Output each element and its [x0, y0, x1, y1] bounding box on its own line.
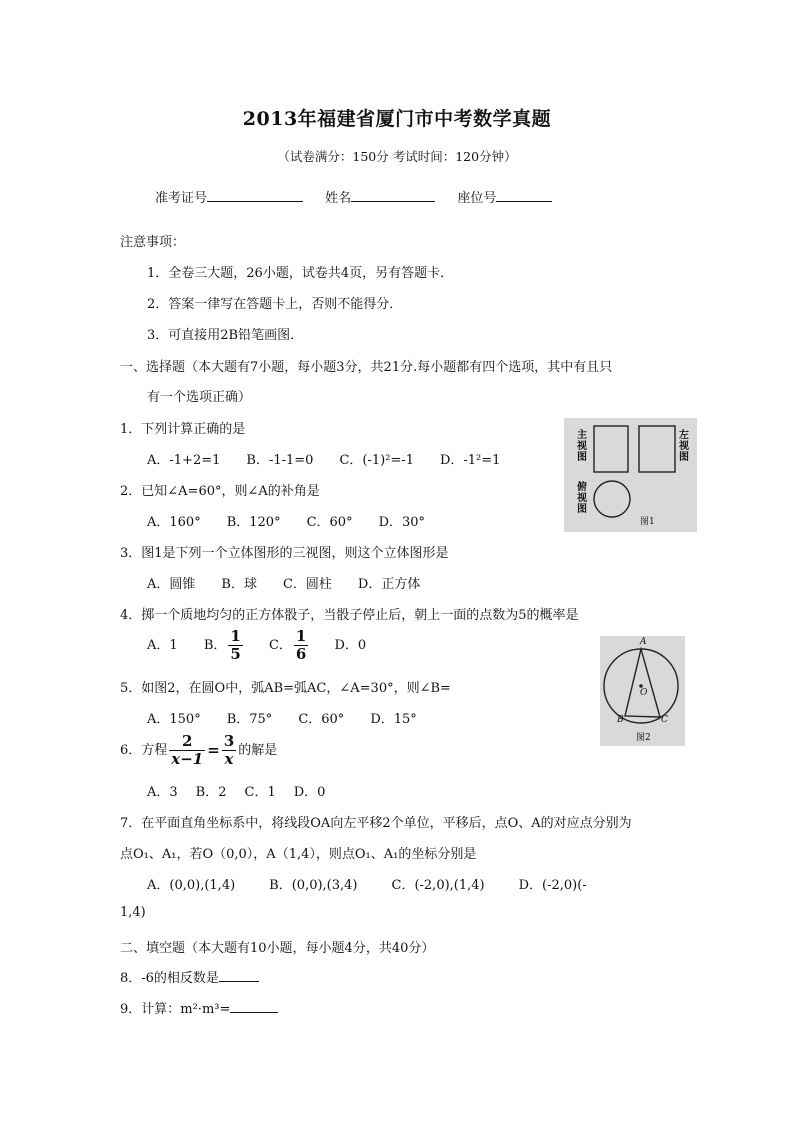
question-3-stem: 3．图1是下列一个立体图形的三视图，则这个立体图形是: [120, 546, 449, 561]
question-7-stem: 7．在平面直角坐标系中，将线段OA向左平移2个单位，平移后，点O、A的对应点分别为: [120, 816, 632, 831]
side-view-rectangle: [639, 426, 675, 472]
option-a[interactable]: A．3: [147, 785, 178, 800]
notice-item: 1．全卷三大题，26小题，试卷共4页，另有答题卡．: [147, 266, 454, 281]
question-8: [120, 967, 259, 986]
label-o: O: [640, 688, 648, 698]
answer-blank[interactable]: [219, 967, 259, 982]
option-b[interactable]: B．球: [221, 577, 257, 592]
question-2-stem: 2．已知∠A=60°，则∠A的补角是: [120, 484, 320, 499]
question-1-options: [147, 449, 500, 468]
option-c[interactable]: C．60°: [306, 515, 353, 530]
option-b[interactable]: B．75°: [226, 712, 273, 727]
notice-item: 3．可直接用2B铅笔画图．: [147, 328, 304, 343]
page-title: 2013年福建省厦门市中考数学真题: [242, 108, 552, 130]
option-c[interactable]: C．圆柱: [282, 577, 332, 592]
fraction: [222, 733, 236, 768]
question-6-options: [147, 781, 325, 800]
option-b-label: B．: [203, 638, 227, 653]
question-4-options: [147, 628, 366, 663]
option-a[interactable]: A．160°: [147, 515, 201, 530]
label-a: A: [640, 637, 647, 647]
question-2-options: [147, 511, 425, 530]
option-d-cont: 1,4): [120, 905, 146, 920]
option-a[interactable]: A．150°: [147, 712, 201, 727]
fraction: [169, 733, 205, 768]
option-c[interactable]: [268, 627, 310, 663]
figure-2: [600, 636, 685, 746]
option-b[interactable]: B．2: [195, 785, 227, 800]
ticket-blank[interactable]: [207, 187, 303, 202]
label-b: B: [617, 715, 624, 725]
section2-heading: 二、填空题（本大题有10小题，每小题4分，共40分）: [120, 941, 435, 956]
info-line: [155, 187, 552, 206]
question-3-options: [147, 573, 420, 592]
option-a[interactable]: A．-1+2=1: [147, 453, 221, 468]
option-d[interactable]: D．30°: [378, 515, 426, 530]
question-9: [120, 998, 278, 1017]
option-a[interactable]: A．1: [147, 638, 178, 653]
option-b[interactable]: B．(0,0),(3,4): [269, 878, 358, 893]
figure-1-caption: 图1: [640, 517, 655, 527]
question-4-stem: 4．掷一个质地均匀的正方体骰子，当骰子停止后，朝上一面的点数为5的概率是: [120, 608, 579, 623]
name-label: 姓名: [325, 191, 352, 206]
equals-sign: =: [207, 741, 220, 759]
triangle-abc: [625, 649, 660, 717]
question-7-options: [147, 874, 587, 893]
option-c-label: C．: [268, 638, 292, 653]
option-c[interactable]: C．60°: [298, 712, 345, 727]
option-d[interactable]: D．15°: [370, 712, 417, 727]
side-view-label: 左视图: [679, 430, 689, 463]
stem-suffix: 的解是: [238, 743, 278, 758]
option-a[interactable]: A．(0,0),(1,4): [147, 878, 236, 893]
option-d[interactable]: D．0: [334, 638, 367, 653]
top-view-label: 俯视图: [577, 482, 587, 515]
option-d[interactable]: D．(-2,0)(-: [518, 878, 587, 893]
option-d[interactable]: D．-1²=1: [439, 453, 501, 468]
numerator: 3: [223, 732, 235, 750]
ticket-label: 准考证号: [155, 191, 208, 206]
option-b[interactable]: B．-1-1=0: [246, 453, 314, 468]
section1-heading-cont: 有一个选项正确）: [147, 390, 252, 405]
exam-subtitle: （试卷满分：150分 考试时间：120分钟）: [277, 149, 517, 164]
figure-1: [564, 418, 697, 532]
top-view-circle: [594, 481, 630, 517]
denominator: x: [224, 750, 234, 768]
question-6-stem: [120, 733, 277, 768]
seat-blank[interactable]: [496, 187, 552, 202]
fraction: [294, 628, 308, 663]
question-8-stem: 8．-6的相反数是: [120, 971, 219, 986]
option-b[interactable]: B．120°: [226, 515, 281, 530]
figure-2-caption: 图2: [636, 733, 651, 743]
question-1-stem: 1．下列计算正确的是: [120, 422, 246, 437]
denominator: 6: [295, 645, 307, 663]
denominator: x−1: [171, 750, 204, 768]
option-c[interactable]: C．(-1)²=-1: [339, 453, 414, 468]
question-5-stem: 5．如图2，在圆O中，弧AB=弧AC，∠A=30°，则∠B=: [120, 681, 451, 696]
section1-heading: 一、选择题（本大题有7小题，每小题3分，共21分.每小题都有四个选项，其中有且只: [120, 360, 613, 375]
denominator: 5: [230, 645, 241, 663]
name-blank[interactable]: [351, 187, 435, 202]
question-7-stem-cont: 点O₁、A₁，若O（0,0），A（1,4），则点O₁、A₁的坐标分别是: [120, 847, 477, 862]
option-a[interactable]: A．圆锥: [147, 577, 196, 592]
numerator: 2: [169, 733, 205, 751]
option-c[interactable]: C．1: [244, 785, 276, 800]
fraction: [228, 628, 242, 663]
notice-heading: 注意事项：: [120, 235, 186, 250]
numerator: 1: [295, 627, 307, 645]
option-c[interactable]: C．(-2,0),(1,4): [391, 878, 485, 893]
option-d[interactable]: D．0: [293, 785, 326, 800]
question-9-stem: 9．计算：m²·m³=: [120, 1002, 231, 1017]
front-view-label: 主视图: [577, 430, 587, 463]
front-view-rectangle: [594, 426, 628, 472]
option-d[interactable]: D．正方体: [357, 577, 421, 592]
seat-label: 座位号: [457, 191, 497, 206]
notice-item: 2．答案一律写在答题卡上，否则不能得分．: [147, 297, 403, 312]
option-b[interactable]: [203, 627, 245, 663]
answer-blank[interactable]: [230, 998, 278, 1013]
numerator: 1: [230, 627, 241, 645]
stem-prefix: 6．方程: [120, 743, 168, 758]
question-5-options: [147, 708, 417, 727]
label-c: C: [661, 715, 668, 725]
